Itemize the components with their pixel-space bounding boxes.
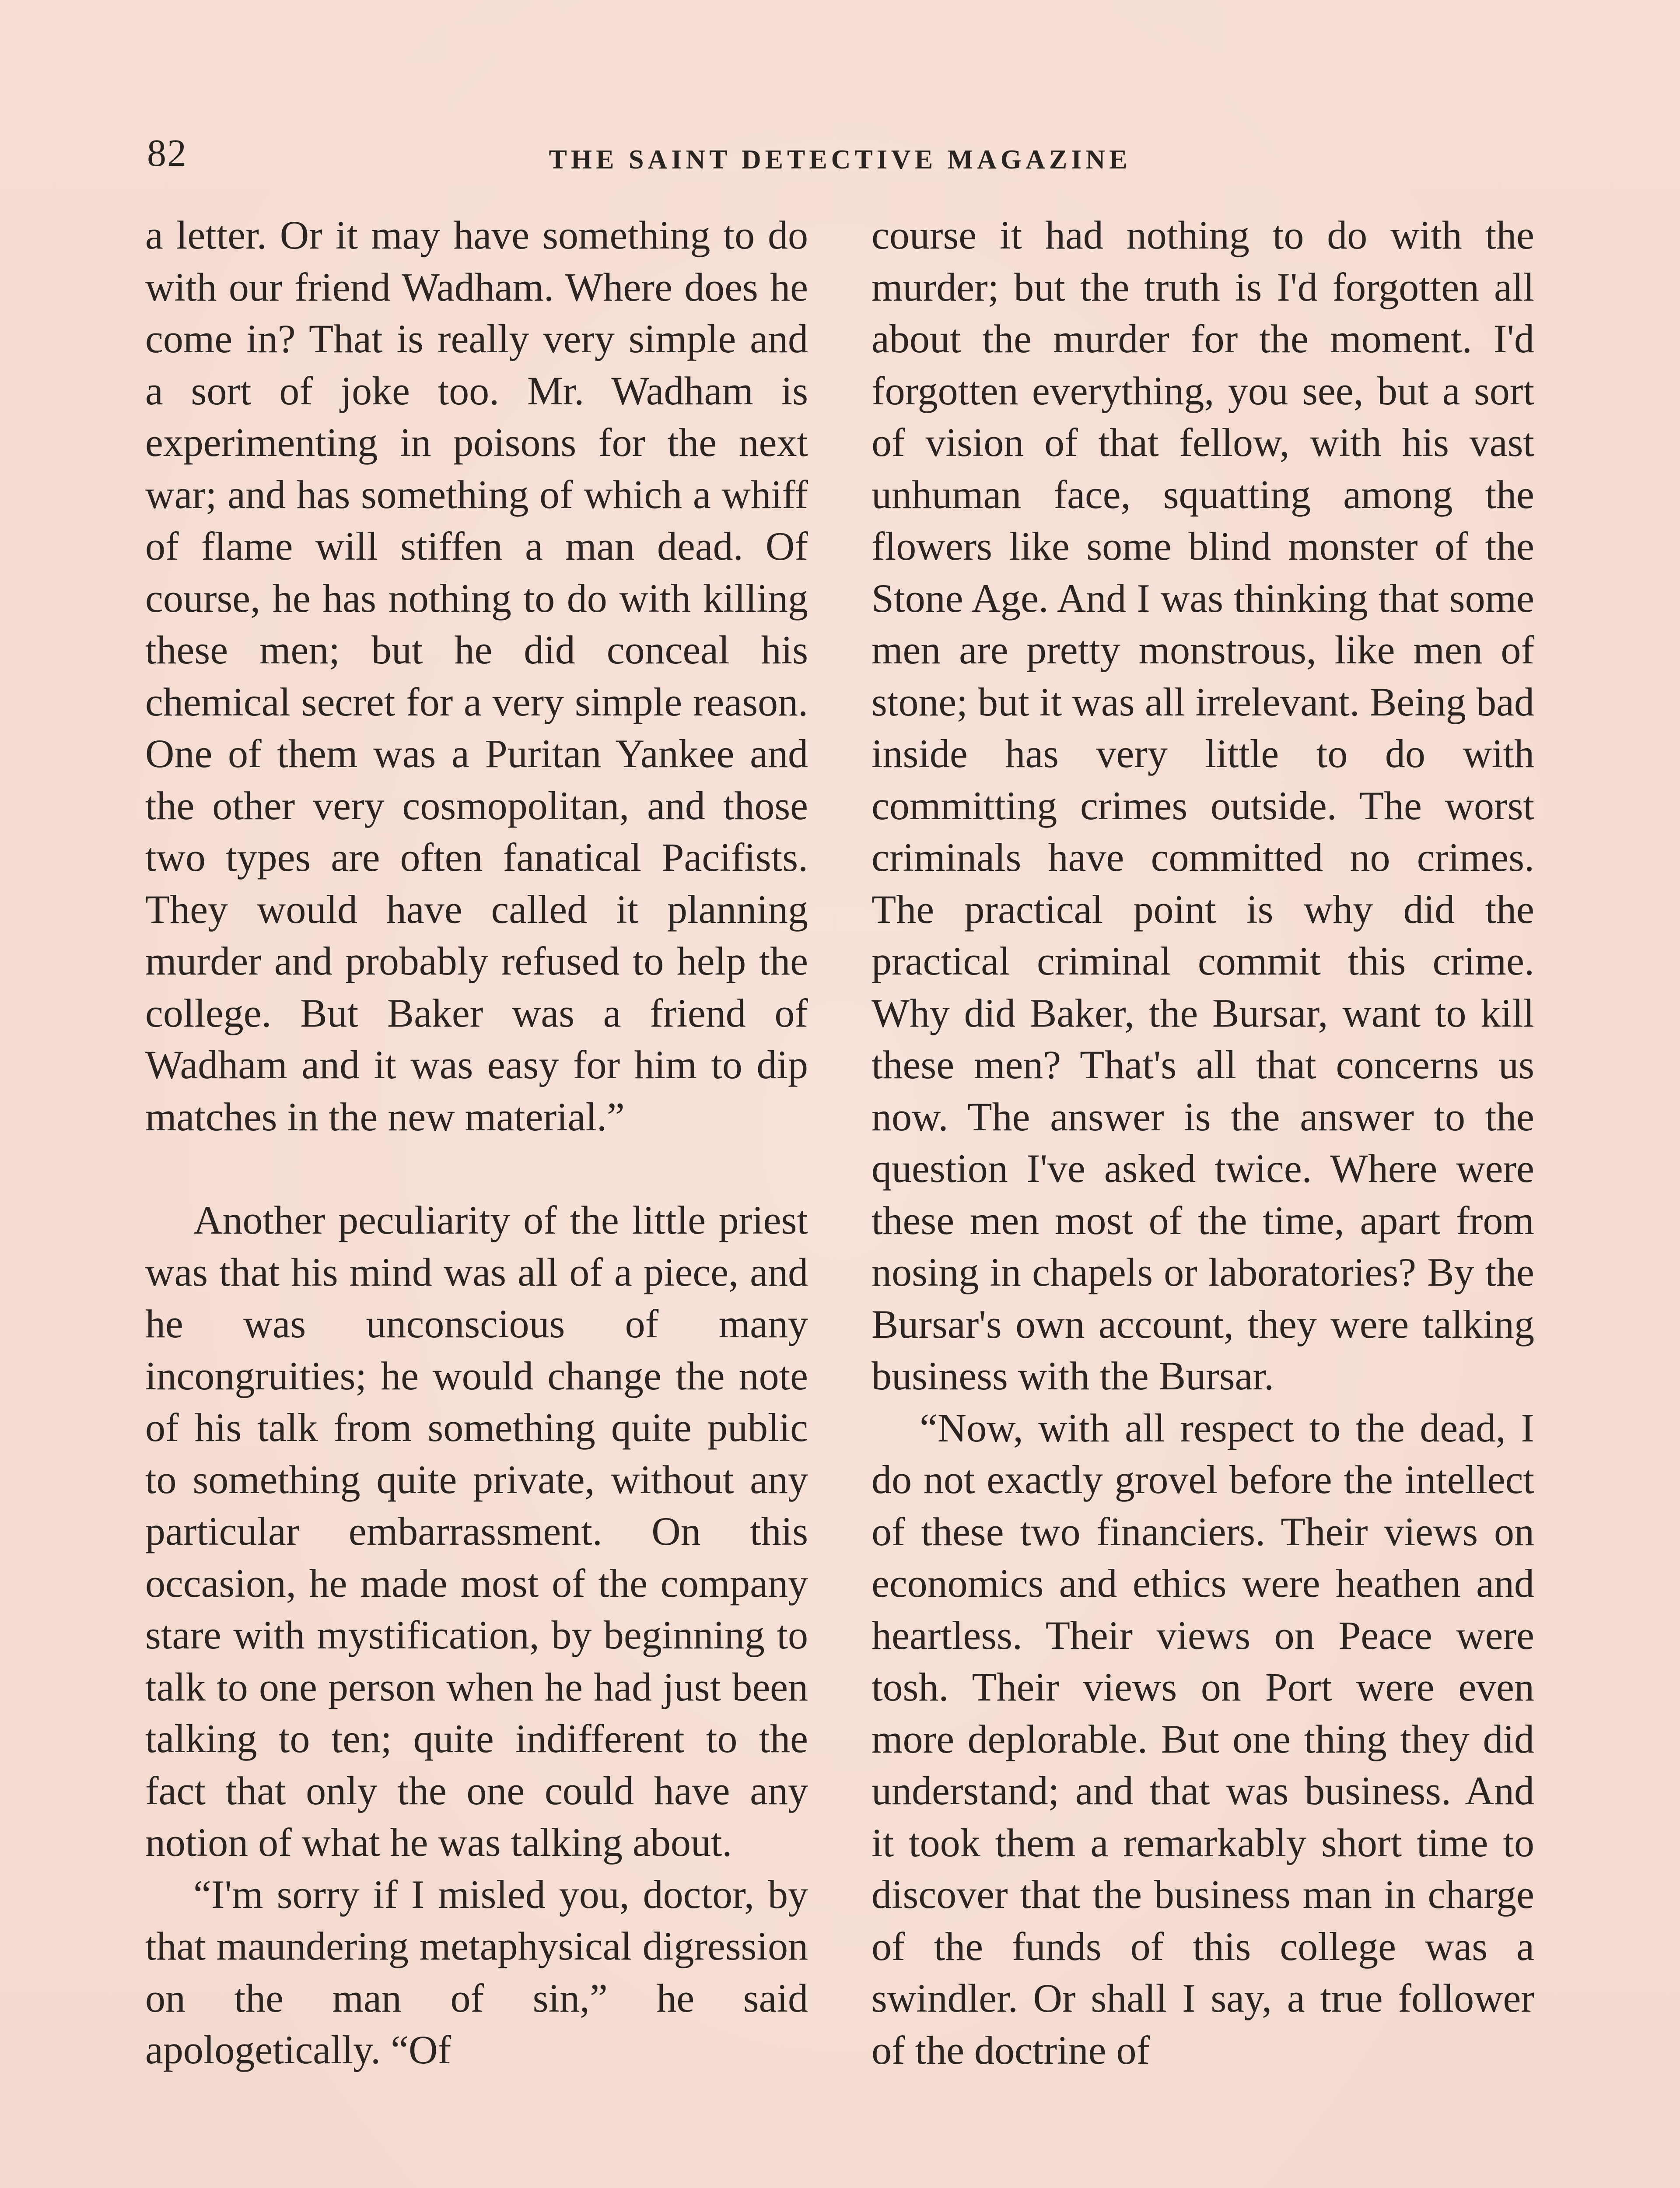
right-text-column	[872, 209, 1534, 2076]
paragraph: “Now, with all respect to the dead, I do not exactly grovel before the intellect of these two financiers. Their views on economics and ethics were heathen and heartless. Their views on Peace were tosh. Their views on Port were even more deplorable. But one thing they did understand; and that was business. And it took them a remarkably short time to discover that the business man in charge of the funds of this college was a swindler. Or shall I say, a true follower of the doctrine of	[872, 1405, 1534, 2072]
paragraph: a letter. Or it may have something to do with our friend Wadham. Where does he come in? That is really very simple and a sort of joke too. Mr. Wadham is experimenting in poisons for the next war; and has something of which a whiff of flame will stiffen a man dead. Of course, he has nothing to do with killing these men; but he did conceal his chemical secret for a very simple reason. One of them was a Puritan Yankee and the other very cosmopolitan, and those two types are often fanatical Pacifists. They would have called it planning murder and probably refused to help the college. But Baker was a friend of Wadham and it was easy for him to dip matches in the new material.”	[145, 213, 808, 1139]
paragraph: course it had nothing to do with the murder; but the truth is I'd forgotten all about the murder for the moment. I'd forgotten everything, you see, but a sort of vision of that fellow, with his vast unhuman face, squatting among the flowers like some blind monster of the Stone Age. And I was thinking that some men are pretty monstrous, like men of stone; but it was all irrelevant. Being bad inside has very little to do with committing crimes outside. The worst criminals have committed no crimes. The practical point is why did the practical criminal commit this crime. Why did Baker, the Bursar, want to kill these men? That's all that concerns us now. The answer is the answer to the question I've asked twice. Where were these men most of the time, apart from nosing in chapels or laboratories? By the Bursar's own account, they were talking business with the Bursar.	[872, 213, 1534, 1398]
page-number: 82	[147, 132, 187, 175]
paragraph: Another peculiarity of the little priest was that his mind was all of a piece, and he was unconscious of many incongruities; he would change the note of his talk from something quite public to something quite private, without any particular embarrassment. On this occasion, he made most of the company stare with mystification, by beginning to talk to one person when he had just been talking to ten; quite indifferent to the fact that only the one could have any notion of what he was talking about.	[145, 1198, 808, 1865]
running-title: THE SAINT DETECTIVE MAGAZINE	[549, 145, 1131, 175]
paragraph: “I'm sorry if I misled you, doctor, by that maundering metaphysical digression on the man of sin,” he said apologetically. “Of	[145, 1872, 808, 2072]
page-header	[144, 131, 1536, 188]
left-text-column	[145, 209, 808, 2076]
